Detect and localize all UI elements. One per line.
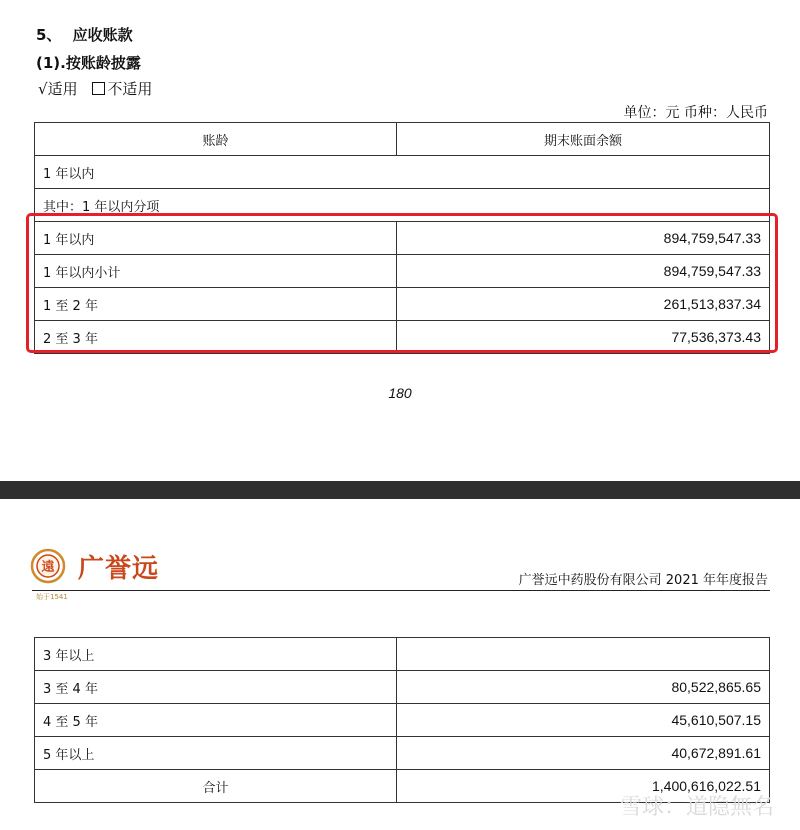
section-title: 应收账款 [72,26,133,44]
row-value: 894,759,547.33 [397,222,770,255]
row-value: 77,536,373.43 [397,321,770,354]
unit-currency-line: 单位：元 币种：人民币 [623,105,768,121]
row-label: 1 至 2 年 [35,288,397,321]
row-label: 1 年以内小计 [35,255,397,288]
table-row [35,156,770,189]
row-value: 261,513,837.34 [397,288,770,321]
applicable-label: 适用 [47,80,78,98]
table-row [35,671,770,704]
row-value: 894,759,547.33 [397,255,770,288]
header-rule [32,590,770,591]
table-row [35,638,770,671]
page-divider [0,481,800,499]
row-label: 其中：1 年以内分项 [35,189,770,222]
total-value: 1,400,616,022.51 [397,770,770,803]
check-mark: √ [38,80,48,98]
table-header-row [35,123,770,156]
row-label: 1 年以内 [35,222,397,255]
company-logo-icon [30,548,66,584]
row-label: 3 年以上 [35,638,397,671]
applicability-line [38,78,152,99]
table-row [35,704,770,737]
watermark: 雪球：道隐無名 [619,795,774,820]
row-label: 4 至 5 年 [35,704,397,737]
row-label: 2 至 3 年 [35,321,397,354]
aging-table-bottom [34,637,770,803]
row-value-empty [397,638,770,671]
not-applicable-label: 不适用 [107,80,153,98]
column-header-balance: 期末账面余额 [397,123,770,156]
row-label: 3 至 4 年 [35,671,397,704]
row-value: 45,610,507.15 [397,704,770,737]
logo-tagline: 始于1541 [36,593,68,601]
company-logo-text: 广誉远 [78,554,160,584]
row-label: 1 年以内 [35,156,770,189]
total-label: 合计 [35,770,397,803]
unchecked-box-icon [92,82,105,95]
page-number: 180 [388,385,412,401]
table-row [35,737,770,770]
row-value: 80,522,865.65 [397,671,770,704]
logo-char: 遠 [41,560,55,575]
highlight-box [26,213,778,353]
row-value: 40,672,891.61 [397,737,770,770]
row-label: 5 年以上 [35,737,397,770]
column-header-aging: 账龄 [35,123,397,156]
section-number: 5、 [36,26,62,44]
section-heading [36,24,133,45]
subsection-title: (1).按账龄披露 [36,54,141,72]
report-title: 广誉远中药股份有限公司 2021 年年度报告 [518,573,768,588]
